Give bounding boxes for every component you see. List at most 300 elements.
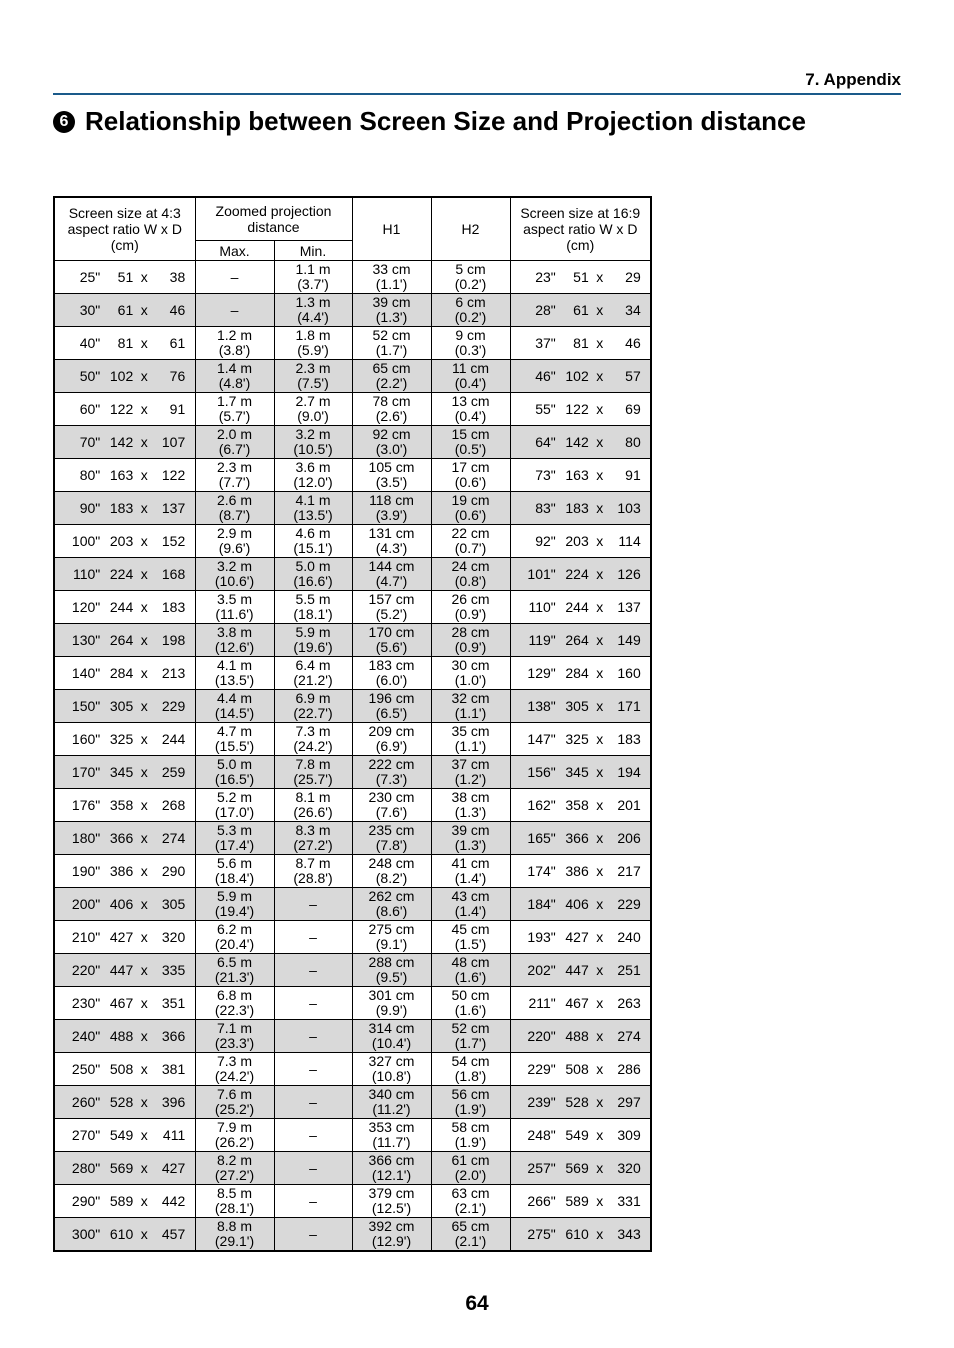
cell-size-16-9 xyxy=(510,624,651,657)
depth: 366 xyxy=(161,1027,186,1044)
value-metric: 24 cm xyxy=(451,558,490,574)
depth: 343 xyxy=(617,1225,641,1242)
width: 61 xyxy=(117,301,134,318)
value-metric: 5.9 m xyxy=(295,624,331,640)
value-metric: 52 cm xyxy=(372,327,411,343)
cell-max xyxy=(195,624,274,657)
value-metric: – xyxy=(309,1159,317,1176)
value-metric: 5.0 m xyxy=(295,558,331,574)
width: 102 xyxy=(565,367,589,384)
cell-h1 xyxy=(352,723,431,756)
value-feet: (0.9') xyxy=(454,606,487,622)
cell-size-16-9 xyxy=(510,261,651,294)
diagonal: 120" xyxy=(71,598,101,615)
cell-min xyxy=(274,591,352,624)
depth: 286 xyxy=(617,1060,641,1077)
value-feet: (9.5') xyxy=(375,969,408,985)
header-h1: H1 xyxy=(352,197,431,261)
cell-min xyxy=(274,327,352,360)
times-sign: x xyxy=(140,598,148,615)
value-feet: (1.3') xyxy=(454,804,487,820)
width: 610 xyxy=(565,1225,589,1242)
times-sign: x xyxy=(140,367,148,384)
cell-h2 xyxy=(431,822,510,855)
times-sign: x xyxy=(140,631,148,648)
cell-max xyxy=(195,855,274,888)
diagonal: 266" xyxy=(527,1192,556,1209)
cell-h2 xyxy=(431,1086,510,1119)
value-feet: (18.4') xyxy=(214,870,255,886)
cell-size-16-9 xyxy=(510,954,651,987)
value-metric: 366 cm xyxy=(368,1152,415,1168)
diagonal: 147" xyxy=(527,730,556,747)
header-screen-size-16-9: Screen size at 16:9 aspect ratio W x D (cm) xyxy=(510,197,651,261)
times-sign: x xyxy=(140,994,148,1011)
value-feet: (0.9') xyxy=(454,639,487,655)
cell-size-16-9 xyxy=(510,1053,651,1086)
cell-min xyxy=(274,1218,352,1252)
value-metric: 37 cm xyxy=(451,756,490,772)
cell-size-16-9 xyxy=(510,855,651,888)
value-metric: 33 cm xyxy=(372,261,411,277)
cell-max xyxy=(195,657,274,690)
cell-min xyxy=(274,987,352,1020)
value-metric: 1.7 m xyxy=(216,393,252,409)
width: 183 xyxy=(565,499,589,516)
cell-size-16-9 xyxy=(510,1185,651,1218)
cell-h2 xyxy=(431,1119,510,1152)
width: 427 xyxy=(109,928,134,945)
value-feet: (2.1') xyxy=(454,1233,487,1249)
cell-size-4-3 xyxy=(54,360,195,393)
cell-min xyxy=(274,1152,352,1185)
value-metric: 58 cm xyxy=(451,1119,490,1135)
value-metric: – xyxy=(309,1192,317,1209)
value-feet: (20.4') xyxy=(214,936,255,952)
value-metric: 379 cm xyxy=(368,1185,415,1201)
width: 406 xyxy=(565,895,589,912)
width: 81 xyxy=(117,334,134,351)
value-metric: 7.9 m xyxy=(216,1119,252,1135)
cell-h2 xyxy=(431,1053,510,1086)
value-metric: 340 cm xyxy=(368,1086,415,1102)
diagonal: 129" xyxy=(527,664,556,681)
times-sign: x xyxy=(140,829,148,846)
value-feet: (12.9') xyxy=(371,1233,412,1249)
width: 142 xyxy=(565,433,589,450)
header-zoomed-distance: Zoomed projection distance xyxy=(195,197,352,241)
diagonal: 110" xyxy=(528,598,556,615)
table-row xyxy=(54,987,651,1020)
diagonal: 184" xyxy=(527,895,556,912)
diagonal: 229" xyxy=(527,1060,556,1077)
cell-h1 xyxy=(352,294,431,327)
cell-size-4-3 xyxy=(54,1053,195,1086)
times-sign: x xyxy=(596,928,604,945)
width: 51 xyxy=(117,268,134,285)
depth: 244 xyxy=(161,730,186,747)
diagonal: 174" xyxy=(527,862,556,879)
diagonal: 190" xyxy=(71,862,101,879)
cell-h2 xyxy=(431,921,510,954)
cell-size-16-9 xyxy=(510,822,651,855)
cell-h2 xyxy=(431,723,510,756)
value-feet: (22.3') xyxy=(214,1002,255,1018)
value-metric: 54 cm xyxy=(451,1053,490,1069)
cell-max xyxy=(195,1218,274,1252)
projection-distance-table xyxy=(53,196,652,1252)
depth: 206 xyxy=(617,829,641,846)
table-row xyxy=(54,360,651,393)
value-feet: (6.0') xyxy=(375,672,408,688)
value-metric: 7.8 m xyxy=(295,756,331,772)
diagonal: 248" xyxy=(527,1126,556,1143)
value-metric: 78 cm xyxy=(372,393,411,409)
value-feet: (1.3') xyxy=(375,309,408,325)
value-feet: (5.6') xyxy=(375,639,408,655)
cell-min xyxy=(274,954,352,987)
value-metric: 5.3 m xyxy=(216,822,252,838)
value-metric: – xyxy=(309,1093,317,1110)
depth: 198 xyxy=(161,631,186,648)
cell-size-16-9 xyxy=(510,1020,651,1053)
value-metric: 52 cm xyxy=(451,1020,490,1036)
times-sign: x xyxy=(596,1225,604,1242)
diagonal: 239" xyxy=(527,1093,556,1110)
value-feet: (1.6') xyxy=(454,969,487,985)
times-sign: x xyxy=(596,730,604,747)
width: 610 xyxy=(109,1225,134,1242)
table-row xyxy=(54,756,651,789)
times-sign: x xyxy=(596,763,604,780)
table-row xyxy=(54,657,651,690)
value-feet: (9.1') xyxy=(375,936,408,952)
value-feet: (27.2') xyxy=(214,1167,255,1183)
cell-size-4-3 xyxy=(54,492,195,525)
value-feet: (6.5') xyxy=(375,705,408,721)
cell-size-4-3 xyxy=(54,987,195,1020)
value-metric: 314 cm xyxy=(368,1020,415,1036)
width: 366 xyxy=(565,829,589,846)
width: 447 xyxy=(109,961,134,978)
cell-size-16-9 xyxy=(510,723,651,756)
value-feet: (0.4') xyxy=(454,375,487,391)
value-feet: (6.7') xyxy=(218,441,251,457)
cell-h1 xyxy=(352,624,431,657)
cell-size-4-3 xyxy=(54,888,195,921)
table-row xyxy=(54,492,651,525)
cell-max xyxy=(195,822,274,855)
diagonal: 220" xyxy=(71,961,101,978)
value-metric: 118 cm xyxy=(369,492,414,508)
cell-max xyxy=(195,987,274,1020)
cell-h2 xyxy=(431,987,510,1020)
value-metric: 92 cm xyxy=(372,426,411,442)
value-feet: (1.9') xyxy=(454,1134,487,1150)
value-feet: (12.1') xyxy=(371,1167,412,1183)
value-metric: – xyxy=(309,961,317,978)
header-h2: H2 xyxy=(431,197,510,261)
value-metric: 13 cm xyxy=(451,393,490,409)
width: 508 xyxy=(565,1060,589,1077)
cell-size-16-9 xyxy=(510,657,651,690)
value-metric: 1.8 m xyxy=(295,327,331,343)
cell-h1 xyxy=(352,888,431,921)
value-feet: (1.1') xyxy=(454,705,487,721)
value-feet: (3.9') xyxy=(375,507,408,523)
times-sign: x xyxy=(596,664,604,681)
cell-h2 xyxy=(431,327,510,360)
value-feet: (1.5') xyxy=(454,936,487,952)
diagonal: 275" xyxy=(527,1225,556,1242)
value-feet: (0.5') xyxy=(454,441,487,457)
depth: 160 xyxy=(617,664,641,681)
value-feet: (10.6') xyxy=(214,573,255,589)
value-metric: 105 cm xyxy=(368,459,415,475)
value-feet: (10.5') xyxy=(293,441,333,457)
diagonal: 119" xyxy=(528,631,556,648)
cell-h1 xyxy=(352,690,431,723)
cell-size-4-3 xyxy=(54,1218,195,1252)
value-metric: 1.3 m xyxy=(295,294,331,310)
diagonal: 55" xyxy=(535,400,556,417)
depth: 61 xyxy=(169,334,186,351)
value-feet: (0.6') xyxy=(454,507,487,523)
diagonal: 162" xyxy=(527,796,556,813)
width: 203 xyxy=(565,532,589,549)
diagonal: 211" xyxy=(528,994,556,1011)
width: 358 xyxy=(565,796,589,813)
cell-max xyxy=(195,1053,274,1086)
value-metric: 8.2 m xyxy=(216,1152,252,1168)
value-feet: (10.8') xyxy=(371,1068,412,1084)
value-metric: 39 cm xyxy=(451,822,490,838)
value-metric: 4.7 m xyxy=(216,723,252,739)
diagonal: 46" xyxy=(535,367,556,384)
cell-size-4-3 xyxy=(54,426,195,459)
cell-size-16-9 xyxy=(510,756,651,789)
value-feet: (0.6') xyxy=(454,474,487,490)
value-metric: – xyxy=(230,268,239,285)
cell-h1 xyxy=(352,558,431,591)
cell-h1 xyxy=(352,360,431,393)
value-metric: 6.8 m xyxy=(216,987,252,1003)
value-metric: 157 cm xyxy=(368,591,415,607)
cell-h2 xyxy=(431,294,510,327)
value-feet: (0.8') xyxy=(454,573,487,589)
value-metric: 41 cm xyxy=(451,855,490,871)
width: 549 xyxy=(109,1126,134,1143)
cell-h1 xyxy=(352,327,431,360)
value-feet: (4.7') xyxy=(375,573,408,589)
cell-size-4-3 xyxy=(54,1185,195,1218)
value-feet: (3.7') xyxy=(297,276,329,292)
cell-h2 xyxy=(431,756,510,789)
value-metric: 1.2 m xyxy=(216,327,252,343)
times-sign: x xyxy=(140,301,148,318)
cell-size-16-9 xyxy=(510,1218,651,1252)
cell-min xyxy=(274,360,352,393)
width: 467 xyxy=(109,994,134,1011)
value-feet: (19.4') xyxy=(214,903,255,919)
times-sign: x xyxy=(596,598,604,615)
diagonal: 140" xyxy=(71,664,101,681)
value-feet: (19.6') xyxy=(293,639,333,655)
value-metric: 5.2 m xyxy=(216,789,252,805)
cell-size-4-3 xyxy=(54,459,195,492)
cell-h2 xyxy=(431,1152,510,1185)
value-feet: (15.1') xyxy=(293,540,333,556)
depth: 152 xyxy=(161,532,186,549)
diagonal: 28" xyxy=(535,301,556,318)
value-metric: 2.0 m xyxy=(216,426,252,442)
cell-size-4-3 xyxy=(54,1020,195,1053)
value-metric: 6 cm xyxy=(455,294,486,310)
times-sign: x xyxy=(140,895,148,912)
value-metric: 4.1 m xyxy=(216,657,252,673)
cell-h2 xyxy=(431,624,510,657)
table-row xyxy=(54,459,651,492)
times-sign: x xyxy=(140,499,148,516)
width: 386 xyxy=(109,862,134,879)
times-sign: x xyxy=(140,334,148,351)
depth: 335 xyxy=(161,961,186,978)
times-sign: x xyxy=(596,631,604,648)
cell-size-16-9 xyxy=(510,1119,651,1152)
depth: 183 xyxy=(161,598,186,615)
table-row xyxy=(54,789,651,822)
width: 528 xyxy=(109,1093,134,1110)
depth: 396 xyxy=(161,1093,186,1110)
value-metric: 6.5 m xyxy=(216,954,252,970)
cell-max xyxy=(195,888,274,921)
value-feet: (28.8') xyxy=(293,870,333,886)
cell-min xyxy=(274,261,352,294)
table-row xyxy=(54,261,651,294)
value-feet: (8.6') xyxy=(375,903,408,919)
cell-h2 xyxy=(431,690,510,723)
depth: 213 xyxy=(161,664,186,681)
times-sign: x xyxy=(596,1192,604,1209)
cell-size-4-3 xyxy=(54,525,195,558)
cell-h2 xyxy=(431,954,510,987)
times-sign: x xyxy=(596,268,604,285)
cell-h1 xyxy=(352,261,431,294)
times-sign: x xyxy=(140,1060,148,1077)
width: 528 xyxy=(565,1093,589,1110)
diagonal: 300" xyxy=(71,1225,101,1242)
depth: 427 xyxy=(161,1159,186,1176)
cell-size-4-3 xyxy=(54,1086,195,1119)
depth: 38 xyxy=(169,268,186,285)
diagonal: 170" xyxy=(71,763,101,780)
value-metric: 65 cm xyxy=(372,360,411,376)
value-metric: 1.1 m xyxy=(295,261,331,277)
table-row xyxy=(54,921,651,954)
cell-max xyxy=(195,1086,274,1119)
times-sign: x xyxy=(140,796,148,813)
value-feet: (13.5') xyxy=(293,507,333,523)
value-metric: 11 cm xyxy=(451,360,490,376)
value-feet: (7.6') xyxy=(375,804,408,820)
width: 163 xyxy=(109,466,134,483)
width: 142 xyxy=(109,433,134,450)
cell-min xyxy=(274,657,352,690)
times-sign: x xyxy=(140,565,148,582)
value-metric: 7.3 m xyxy=(216,1053,252,1069)
cell-min xyxy=(274,1020,352,1053)
times-sign: x xyxy=(596,334,604,351)
value-metric: 5.6 m xyxy=(216,855,252,871)
value-metric: 3.2 m xyxy=(216,558,252,574)
cell-h2 xyxy=(431,1020,510,1053)
value-metric: 65 cm xyxy=(451,1218,490,1234)
width: 427 xyxy=(565,928,589,945)
value-feet: (1.9') xyxy=(454,1101,487,1117)
cell-min xyxy=(274,525,352,558)
diagonal: 160" xyxy=(71,730,101,747)
value-feet: (7.8') xyxy=(375,837,408,853)
value-feet: (22.7') xyxy=(293,705,333,721)
times-sign: x xyxy=(596,1159,604,1176)
depth: 240 xyxy=(617,928,641,945)
cell-size-16-9 xyxy=(510,987,651,1020)
value-feet: (8.7') xyxy=(218,507,251,523)
width: 386 xyxy=(565,862,589,879)
diagonal: 280" xyxy=(71,1159,101,1176)
cell-size-4-3 xyxy=(54,855,195,888)
cell-h2 xyxy=(431,1218,510,1252)
cell-size-4-3 xyxy=(54,261,195,294)
value-metric: 3.8 m xyxy=(216,624,252,640)
value-metric: 39 cm xyxy=(372,294,411,310)
depth: 320 xyxy=(617,1159,641,1176)
table-row xyxy=(54,1185,651,1218)
times-sign: x xyxy=(596,1060,604,1077)
value-metric: 48 cm xyxy=(451,954,490,970)
value-feet: (21.3') xyxy=(214,969,255,985)
value-feet: (1.7') xyxy=(375,342,408,358)
value-metric: 1.4 m xyxy=(216,360,252,376)
value-feet: (4.4') xyxy=(297,309,329,325)
value-feet: (11.2') xyxy=(372,1101,411,1117)
table-row xyxy=(54,294,651,327)
value-feet: (12.0') xyxy=(293,474,333,490)
depth: 137 xyxy=(161,499,186,516)
value-feet: (25.2') xyxy=(214,1101,255,1117)
times-sign: x xyxy=(596,961,604,978)
cell-h2 xyxy=(431,393,510,426)
table-row xyxy=(54,723,651,756)
width: 224 xyxy=(565,565,589,582)
width: 102 xyxy=(109,367,134,384)
cell-max xyxy=(195,492,274,525)
cell-size-16-9 xyxy=(510,921,651,954)
depth: 149 xyxy=(617,631,641,648)
times-sign: x xyxy=(140,1159,148,1176)
width: 358 xyxy=(109,796,134,813)
width: 467 xyxy=(565,994,589,1011)
value-metric: 170 cm xyxy=(368,624,415,640)
value-metric: 28 cm xyxy=(451,624,490,640)
cell-h1 xyxy=(352,525,431,558)
cell-min xyxy=(274,393,352,426)
page-number: 64 xyxy=(465,1292,489,1315)
diagonal: 101" xyxy=(527,565,556,582)
value-metric: 30 cm xyxy=(451,657,490,673)
cell-min xyxy=(274,1185,352,1218)
value-metric: 2.6 m xyxy=(216,492,252,508)
